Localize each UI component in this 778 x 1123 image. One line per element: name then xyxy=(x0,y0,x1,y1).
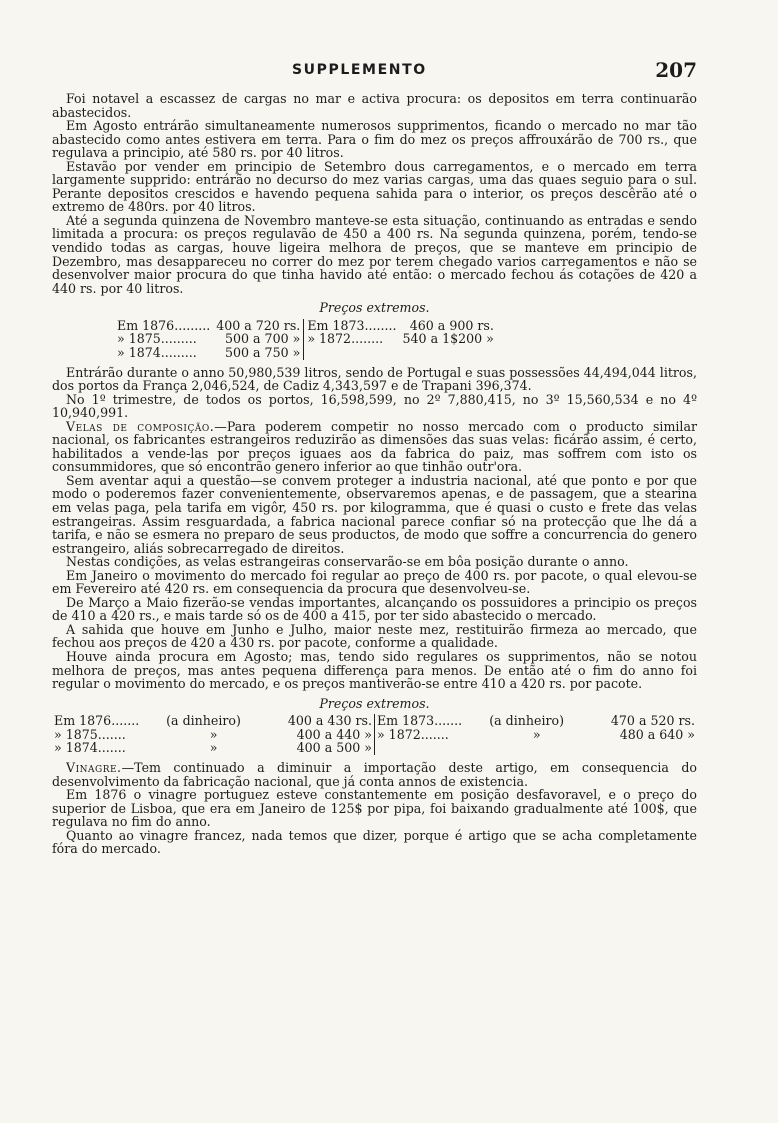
paragraph: Sem aventar aqui a questão—se convem proteger a industria nacional, até que ponto e por que modo o poderemos fazer convenientemente, observaremos apenas, e de passagem, que a stearina em velas paga, pela tarifa em vigôr, 450 rs. por kilogramma, que é quasi o custo e frete das velas estrangeiras. Assim resguardada, a fabrica nacional parece confiar só na protecção que lhe dá a tarifa, e não se esmera no preparo de seus productos, de modo que soffre a concurrencia do genero estrangeiro, aliás sobrecarregado de direitos. xyxy=(52,472,697,556)
table-row: » 1875......... 500 a 700 » » 1872........ 540 a 1$200 » xyxy=(117,331,494,347)
paragraph: Quanto ao vinagre francez, nada temos que dizer, porque é artigo que se acha completamente fóra do mercado. xyxy=(52,827,697,857)
price-table-1 xyxy=(114,319,497,360)
section-heading: Vinagre. xyxy=(66,759,122,775)
paragraph: Até a segunda quinzena de Novembro manteve-se esta situação, continuando as entradas e sendo limitada a procura: os preços regulavão de 450 a 400 rs. Na segunda quinzena, porém, tendo-se vendido todas as cargas, houve ligeira melhora de preços, que se manteve em principio de Dezembro, mas desappareceu no correr do mez por terem chegado varios carregamentos e não se desenvolver maior procura do que tinha havido até então: o mercado fechou ás cotações de 420 a 440 rs. por 40 litros. xyxy=(52,212,697,296)
section-vinagre: Vinagre.—Tem continuado a diminuir a importação deste artigo, em consequencia do desenvolvimento da fabricação nacional, que já conta annos de existencia. xyxy=(52,759,697,789)
price-table-caption: Preços extremos. xyxy=(319,695,430,711)
price-table-caption: Preços extremos. xyxy=(319,300,430,316)
page-number: 207 xyxy=(655,58,697,82)
section-velas: Velas de composição.—Para poderem competir no nosso mercado com o producto similar nacional, os fabricantes estrangeiros reduzirão as dimensões das suas velas: ficárão assim, é certo, habilitados a vende-las por preços iguaes aos da fabrica do paiz, mas soffrem com isto os consummidores, que só encontrão genero inferior ao que tinhão outr'ora. xyxy=(52,418,697,475)
paragraph: Em 1876 o vinagre portuguez esteve constantemente em posição desfavoravel, e o preço do superior de Lisboa, que era em Janeiro de 125$ por pipa, foi baixando gradualmente até 100$, que regulava no fim do anno. xyxy=(52,787,697,830)
paragraph: A sahida que houve em Junho e Julho, maior neste mez, restituirão firmeza ao mercado, que fechou aos preços de 420 a 430 rs. por pacote, conforme a qualidade. xyxy=(52,621,697,651)
paragraph: No 1º trimestre, de todos os portos, 16,598,599, no 2º 7,880,415, no 3º 15,560,534 e no 4º 10,940,991. xyxy=(52,391,697,421)
price-table-2 xyxy=(52,714,697,755)
paragraph: Nestas condições, as velas estrangeiras conservarão-se em bôa posição durante o anno. xyxy=(66,554,629,570)
table-row: » 1874....... » 400 a 500 » xyxy=(52,741,697,755)
paragraph: Estavão por vender em principio de Setembro dous carregamentos, e o mercado em terra largamente supprido: entrárão no decurso do mez varias cargas, uma das quaes seguio para o sul. Perante depositos crescidos e havendo pequena sahida para o interior, os preços descêrão até o extremo de 480rs. por 40 litros. xyxy=(52,158,697,215)
table-row: » 1875....... » 400 a 440 » » 1872....... » 480 a 640 » xyxy=(54,726,695,742)
table-row: Em 1876....... (a dinheiro) 400 a 430 rs. Em 1873....... (a dinheiro) 470 a 520 rs. xyxy=(54,713,695,729)
page-header xyxy=(52,58,697,82)
table-row: » 1874......... 500 a 750 » xyxy=(114,346,497,360)
paragraph: De Março a Maio fizerão-se vendas importantes, alcançando os possuidores a principio os preços de 410 a 420 rs., e mais tarde só os de 400 a 415, por ter sido abastecido o mercado. xyxy=(52,594,697,624)
paragraph: Houve ainda procura em Agosto; mas, tendo sido regulares os supprimentos, não se notou melhora de preços, mas antes pequena differença para menos. De então até o fim do anno foi regular o movimento do mercado, e os preços mantiverão-se entre 410 a 420 rs. por pacote. xyxy=(52,649,697,692)
paragraph: Em Agosto entrárão simultaneamente numerosos supprimentos, ficando o mercado no mar tão abastecido como antes estivera em terra. Para o fim do mez os preços affrouxárão de 700 rs., que regulava a principio, até 580 rs. por 40 litros. xyxy=(52,118,697,161)
paragraph: Em Janeiro o movimento do mercado foi regular ao preço de 400 rs. por pacote, o qual elevou-se em Fevereiro até 420 rs. em consequencia da procura que desenvolveu-se. xyxy=(52,567,697,597)
paragraph: Foi notavel a escassez de cargas no mar e activa procura: os depositos em terra continuarão abastecidos. xyxy=(52,91,697,120)
table-row: Em 1876......... 400 a 720 rs. Em 1873........ 460 a 900 rs. xyxy=(117,317,494,333)
document-body xyxy=(52,92,697,856)
paragraph: Entrárão durante o anno 50,980,539 litros, sendo de Portugal e suas possessões 44,494,044 litros, dos portos da França 2,046,524, de Cadiz 4,343,597 e de Trapani 396,374. xyxy=(52,364,697,394)
section-heading: Velas de composição. xyxy=(66,418,215,434)
running-title: SUPPLEMENTO xyxy=(292,62,427,78)
